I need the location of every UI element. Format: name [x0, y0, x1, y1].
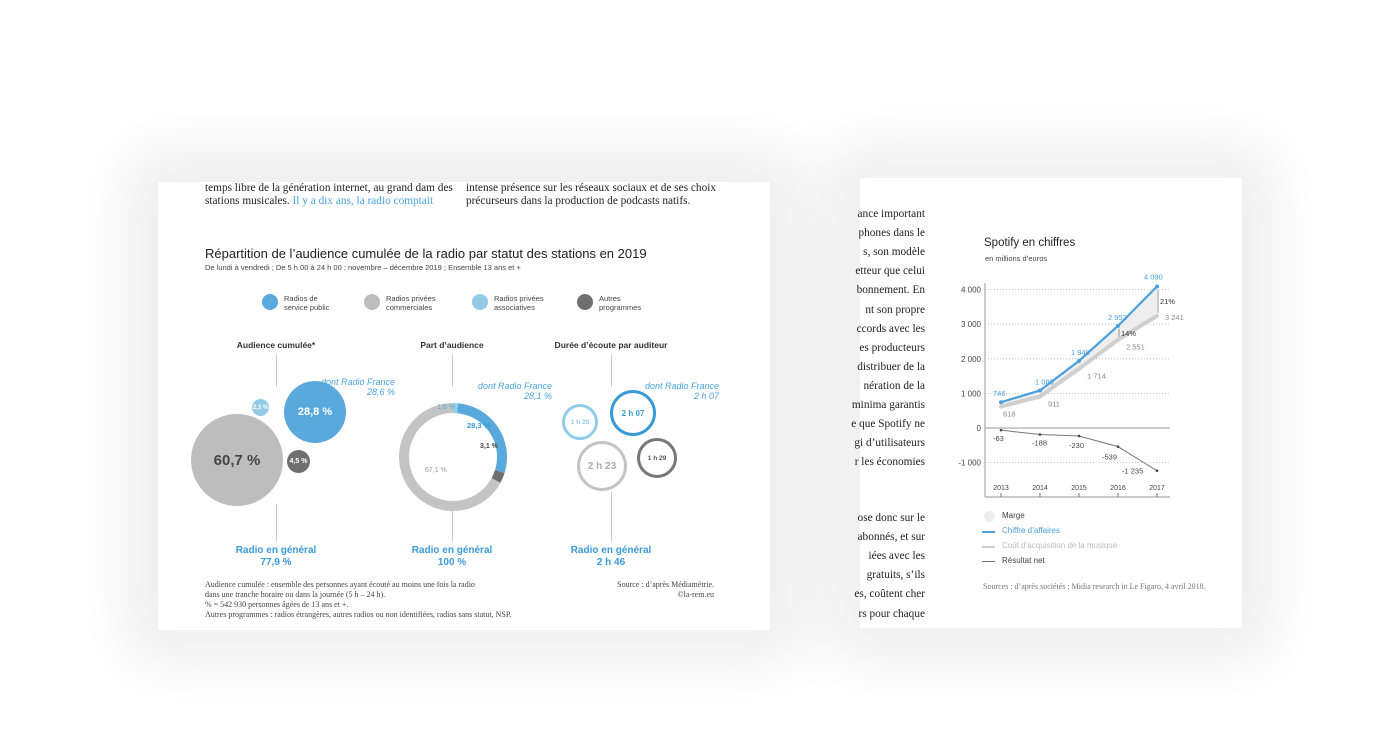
body-text-line: distribuer de la — [857, 360, 925, 373]
chart-subtitle: en millions d’euros — [985, 254, 1048, 263]
data-point — [1156, 469, 1159, 472]
legend-label — [494, 294, 544, 312]
x-tick-label: 2015 — [1071, 485, 1087, 492]
body-text-line: gratuits, s’ils — [866, 569, 925, 582]
general-value: 2 h 46 — [596, 557, 626, 568]
body-text-line: ccords avec les — [856, 322, 925, 335]
body-text-line: précurseurs dans la production de podcasts natifs. — [466, 195, 691, 207]
bubble-assoc: 2,3 % — [252, 399, 269, 416]
data-label: -1 235 — [1122, 466, 1144, 476]
data-point — [1038, 394, 1042, 398]
legend-line: service public — [284, 303, 330, 312]
rf-label: dont Radio France — [644, 381, 719, 391]
credit-text: ©la-rem.eu — [677, 590, 714, 599]
legend-label — [386, 294, 436, 312]
data-point — [999, 400, 1003, 404]
footnotes — [205, 580, 511, 620]
rf-label: dont Radio France — [477, 381, 552, 391]
divider — [611, 492, 612, 542]
bubble-other: 4,5 % — [287, 450, 310, 473]
ring-commercial: 2 h 23 — [577, 441, 627, 491]
y-tick-label: 4 000 — [960, 285, 981, 295]
audience-share-donut — [393, 397, 513, 517]
data-label: 911 — [1048, 399, 1060, 409]
body-text-line: bonnement. En — [856, 284, 925, 297]
body-text-line: iées avec les — [868, 550, 925, 563]
legend-label: Coût d’acquisition de la musique — [1002, 541, 1118, 550]
section-title-share: Part d’audience — [420, 340, 484, 350]
data-label: 1 714 — [1087, 371, 1106, 381]
legend-swatch-icon — [577, 294, 593, 310]
ring-public: 2 h 07 — [610, 390, 656, 436]
body-text-line: es, coûtent cher — [854, 588, 925, 601]
legend-label: Chiffre d’affaires — [1002, 526, 1060, 535]
y-tick-label: 2 000 — [960, 354, 981, 364]
line-swatch-icon — [982, 546, 995, 548]
divider — [276, 504, 277, 542]
divider — [276, 354, 277, 387]
footnote: Autres programmes : radios étrangères, autres radios ou non identifiées, radios sans statut, NSP. — [205, 610, 512, 619]
body-text-line: ose donc sur le — [857, 512, 925, 524]
data-point — [1077, 367, 1081, 371]
footnote: % = 542 930 personnes âgées de 13 ans et +. — [205, 600, 349, 609]
line-swatch-icon — [982, 561, 995, 562]
y-tick-label: 3 000 — [960, 320, 981, 330]
legend-swatch-icon — [472, 294, 488, 310]
margin-label: 21% — [1160, 297, 1176, 307]
body-link-text: Il y a dix ans, la radio comptait — [292, 195, 434, 207]
source-text: Source : d’après Médiamétrie. — [617, 580, 714, 589]
y-tick-label: 0 — [976, 424, 981, 433]
body-text-line: phones dans le — [858, 227, 925, 240]
legend-swatch-icon — [262, 294, 278, 310]
share-assoc-label: 1,5 % — [437, 404, 455, 411]
spotify-chart — [857, 178, 1242, 628]
body-text-line — [205, 195, 433, 207]
source — [617, 580, 714, 600]
data-point — [1155, 314, 1159, 318]
body-text-line: nération de la — [863, 379, 925, 392]
body-text-line: r les économies — [854, 456, 925, 469]
data-point — [1155, 284, 1159, 288]
data-point — [1000, 429, 1003, 432]
rf-value: 28,6 % — [366, 387, 395, 397]
body-text-line: intense présence sur les réseaux sociaux et de ses choix — [466, 182, 717, 194]
body-text-line: abonnés, et sur — [857, 531, 925, 544]
body-text-line: ance important — [857, 208, 925, 220]
bubble-public: 28,8 % — [284, 381, 346, 443]
legend-line: programmes — [599, 303, 642, 312]
data-point — [1039, 433, 1042, 436]
general-audience — [236, 545, 317, 569]
legend-label: Résultat net — [1002, 556, 1045, 565]
legend-line: Radios de — [284, 294, 318, 303]
data-point — [1038, 388, 1042, 392]
legend-swatch-icon — [364, 294, 380, 310]
data-label: 1 940 — [1071, 347, 1090, 357]
chart-subtitle: De lundi à vendredi ; De 5 h 00 à 24 h 00 ; novembre – décembre 2019 ; Ensemble 13 ans et + — [205, 263, 521, 272]
rf-value: 28,1 % — [523, 391, 552, 401]
data-point — [1078, 435, 1081, 438]
x-tick-label: 2014 — [1032, 485, 1048, 492]
legend-line: Radios privées — [494, 294, 544, 303]
legend-label — [284, 294, 329, 312]
data-label: 746 — [993, 389, 1006, 399]
ring-other: 1 h 29 — [637, 438, 677, 478]
body-text-line: rs pour chaque — [858, 607, 925, 620]
data-label: -539 — [1102, 452, 1118, 462]
data-point — [1116, 324, 1120, 328]
general-duration — [571, 545, 652, 569]
ring-assoc: 1 h 25 — [562, 404, 598, 440]
legend-line: Autres — [599, 294, 621, 303]
body-text-line: s, son modèle — [863, 246, 925, 259]
data-label: -63 — [993, 434, 1004, 444]
general-label: Radio en général — [235, 545, 317, 556]
data-point — [999, 405, 1003, 409]
section-title-audience: Audience cumulée* — [236, 340, 316, 350]
data-label: 2 551 — [1126, 342, 1145, 352]
margin-label: 14% — [1121, 328, 1137, 338]
body-text-line: es producteurs — [859, 341, 925, 354]
line-swatch-icon — [982, 531, 995, 533]
radio-france-note — [645, 381, 719, 401]
general-value: 100 % — [437, 557, 467, 568]
data-label: 618 — [1003, 409, 1016, 419]
data-point — [1077, 359, 1081, 363]
body-text-line: temps libre de la génération internet, au grand dam des — [205, 182, 453, 194]
marge-swatch-icon — [984, 511, 995, 522]
radio-france-note — [478, 381, 552, 401]
body-text-line: minima garantis — [851, 399, 925, 411]
rf-label: dont Radio France — [320, 377, 395, 387]
data-point — [1117, 445, 1120, 448]
footnote: Audience cumulée : ensemble des personnes ayant écouté au moins une fois la radio — [205, 580, 475, 589]
general-share — [412, 545, 493, 569]
body-text-line: nt son propre — [865, 303, 925, 316]
data-label: -230 — [1069, 440, 1085, 450]
data-label: 1 085 — [1035, 377, 1054, 387]
bubble-commercial: 60,7 % — [191, 414, 283, 506]
divider — [452, 354, 453, 387]
share-public-label: 28,3 % — [467, 421, 491, 430]
chart-title: Spotify en chiffres — [984, 237, 1076, 249]
data-label: 4 090 — [1144, 272, 1163, 282]
data-label: -188 — [1032, 438, 1048, 448]
general-label: Radio en général — [570, 545, 652, 556]
general-label: Radio en général — [411, 545, 493, 556]
footnote: dans une tranche horaire ou dans la journée (5 h – 24 h). — [205, 590, 386, 599]
section-title-duration: Durée d’écoute par auditeur — [554, 340, 668, 350]
y-tick-label: -1 000 — [958, 458, 981, 468]
rf-value: 2 h 07 — [693, 391, 719, 401]
divider — [611, 354, 612, 387]
data-point — [1116, 338, 1120, 342]
right-page — [851, 178, 1242, 628]
body-text: stations musicales. — [205, 195, 290, 207]
x-tick-label: 2013 — [993, 485, 1009, 492]
legend-label: Marge — [1002, 511, 1025, 520]
body-text-line: etteur que celui — [855, 265, 925, 278]
data-label: 2 952 — [1108, 312, 1127, 322]
legend-line: Radios privées — [386, 294, 436, 303]
legend-label — [599, 294, 641, 312]
chart-title: Répartition de l’audience cumulée de la radio par statut des stations en 2019 — [205, 246, 647, 261]
chart-sources: Sources : d’après sociétés ; Midia research in Le Figaro, 4 avril 2018. — [983, 582, 1206, 591]
share-commercial-label: 67,1 % — [425, 467, 447, 474]
radio-france-note — [321, 377, 395, 397]
legend-line: associatives — [494, 303, 535, 312]
share-other-label: 3,1 % — [480, 443, 498, 450]
body-text-line: gi d’utilisateurs — [854, 437, 925, 450]
x-tick-label: 2017 — [1149, 485, 1165, 492]
data-label: 3 241 — [1165, 312, 1184, 322]
general-value: 77,9 % — [260, 557, 292, 568]
x-tick-label: 2016 — [1110, 485, 1126, 492]
legend-line: commerciales — [386, 303, 433, 312]
y-tick-label: 1 000 — [960, 389, 981, 399]
left-page — [158, 182, 770, 630]
body-text-line: e que Spotify ne — [851, 418, 925, 431]
